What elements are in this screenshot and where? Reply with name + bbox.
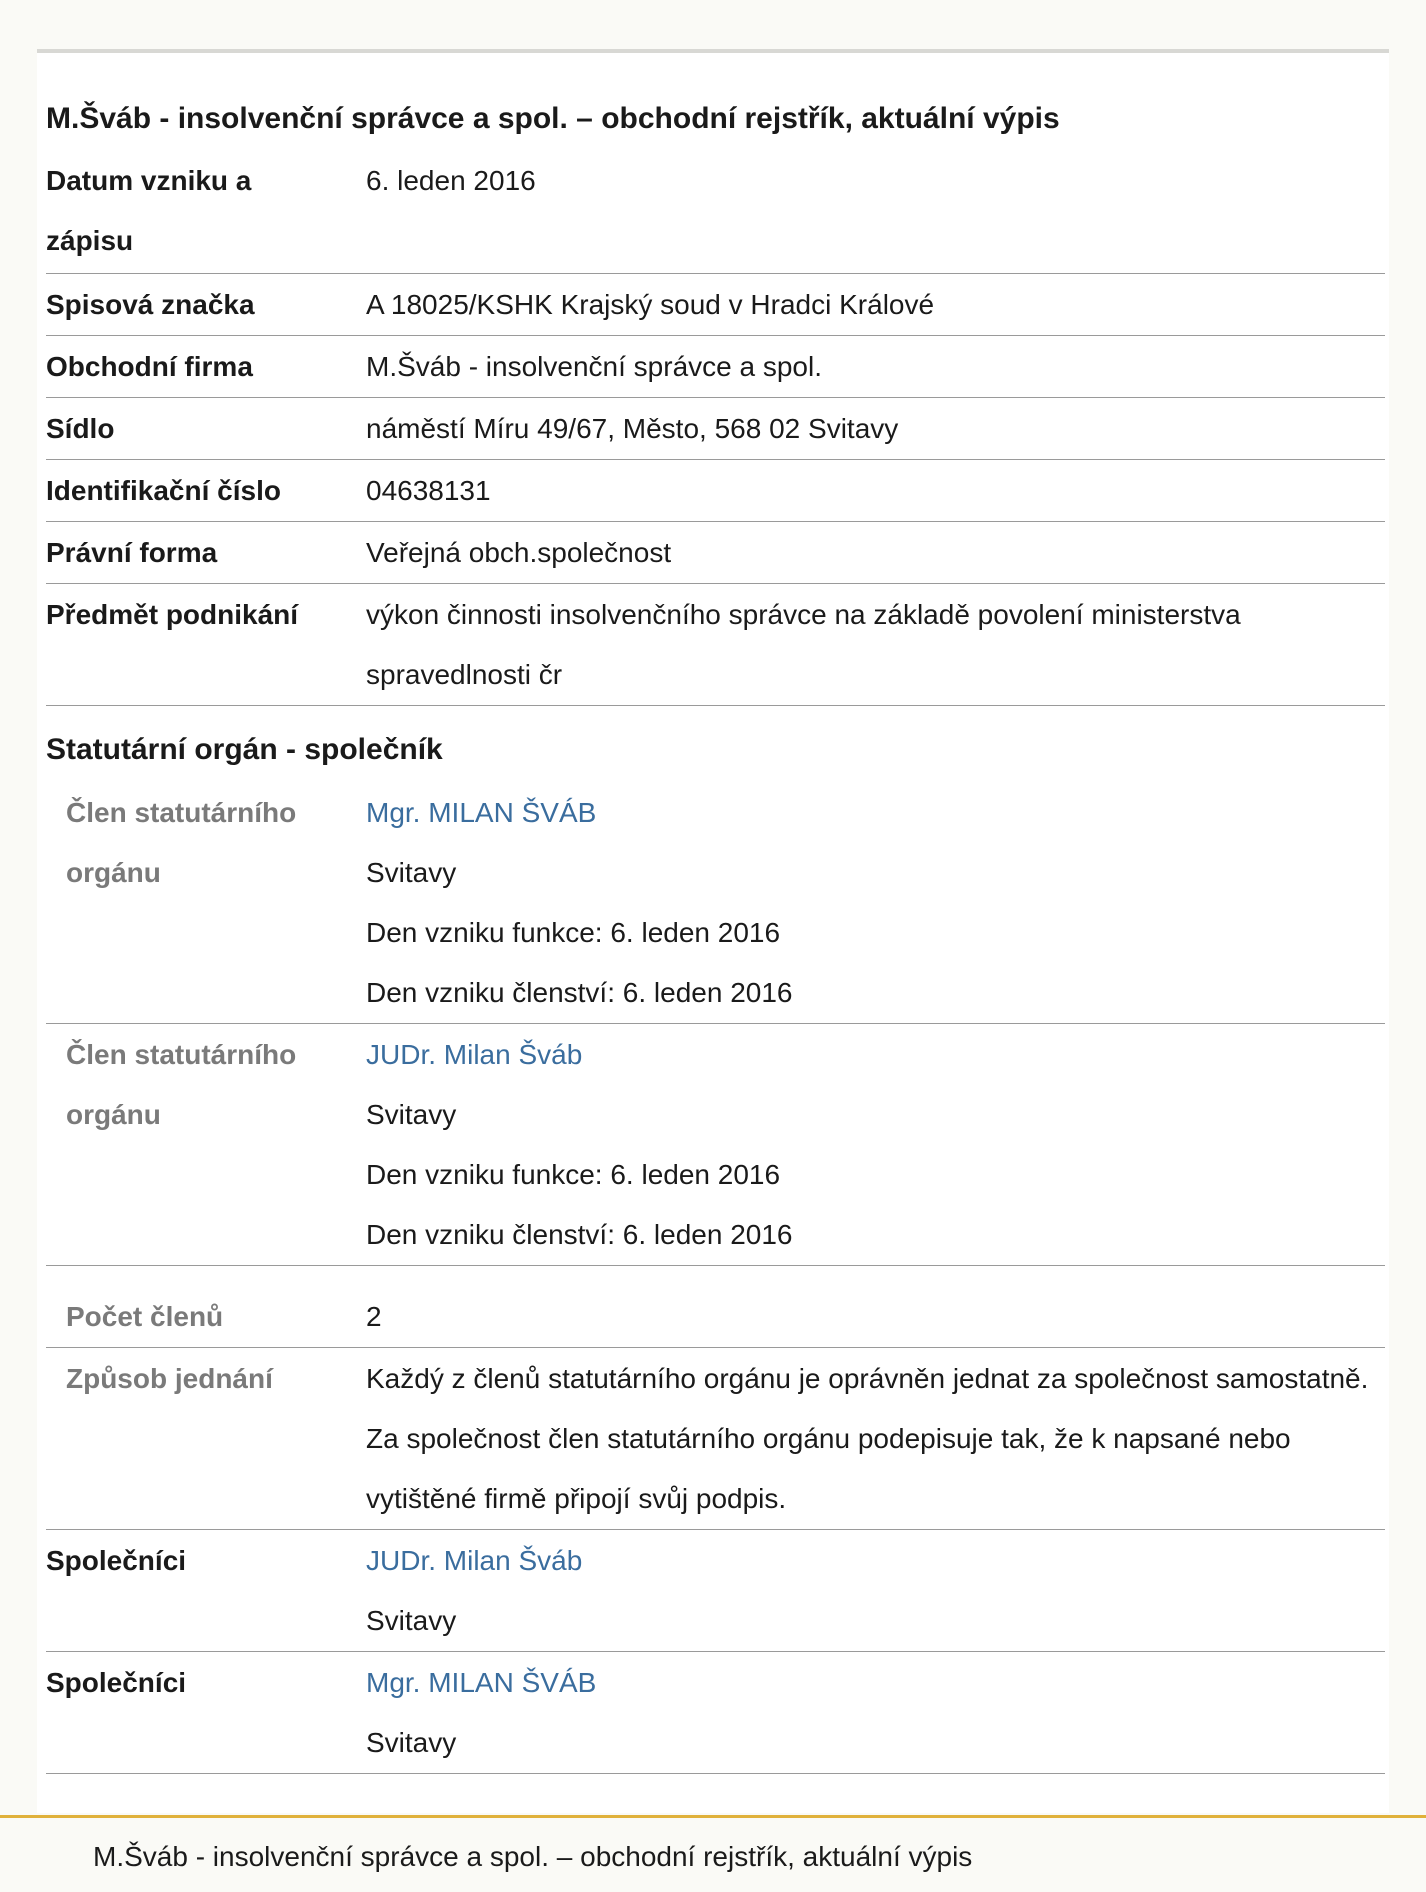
identifikacni-cislo-label: Identifikační číslo: [46, 475, 281, 506]
row-predmet-podnikani: [46, 585, 1385, 706]
member-clenstvi: Den vzniku členství: 6. leden 2016: [366, 977, 793, 1008]
datum-vzniku-label: Datum vzniku a zápisu: [46, 165, 252, 256]
spolecnik-name-link[interactable]: JUDr. Milan Šváb: [366, 1545, 583, 1576]
member-funkce: Den vzniku funkce: 6. leden 2016: [366, 1159, 781, 1190]
zpusob-jednani-label: Způsob jednání: [66, 1363, 273, 1394]
spolecnici-label: Společníci: [46, 1667, 187, 1698]
identifikacni-cislo-value: [366, 461, 1376, 521]
row-spolecnici: [46, 1531, 1385, 1652]
sidlo-label: Sídlo: [46, 413, 115, 444]
clen-label: Člen statutárního orgánu: [66, 1039, 297, 1130]
row-obchodni-firma: [46, 337, 1385, 398]
spolecnici-label: Společníci: [46, 1545, 187, 1576]
datum-vzniku-value: [366, 151, 1376, 211]
member-name-link[interactable]: JUDr. Milan Šváb: [366, 1039, 583, 1070]
predmet-podnikani-label: Předmět podnikání: [46, 599, 299, 630]
footer-divider: [0, 1815, 1426, 1818]
zpusob-jednani-text: Každý z členů statutárního orgánu je oprávněn jednat za společnost samostatně. Za společnost člen statutárního orgánu podepisuje tak, že k napsané nebo vytištěné firmě připojí svůj podpis.: [366, 1363, 1369, 1514]
member-funkce: Den vzniku funkce: 6. leden 2016: [366, 917, 781, 948]
row-clen-statutarniho-organu: [46, 1025, 1385, 1266]
clen-label: Člen statutárního orgánu: [66, 797, 297, 888]
sidlo-text: náměstí Míru 49/67, Město, 568 02 Svitavy: [366, 413, 899, 444]
pocet-clenu-label: Počet členů: [66, 1301, 224, 1332]
row-datum-vzniku: [46, 151, 1385, 274]
row-spolecnici: [46, 1653, 1385, 1774]
spisova-znacka-text: A 18025/KSHK Krajský soud v Hradci Králové: [366, 289, 935, 320]
row-sidlo: [46, 399, 1385, 460]
predmet-podnikani-text: výkon činnosti insolvenčního správce na základě povolení ministerstva spravedlnosti čr: [366, 599, 1241, 690]
page-title: M.Šváb - insolvenční správce a spol. – obchodní rejstřík, aktuální výpis: [46, 102, 1060, 135]
member-name-link[interactable]: Mgr. MILAN ŠVÁB: [366, 797, 597, 828]
clen-value: [366, 783, 1376, 1023]
spolecnici-value: [366, 1531, 1376, 1651]
spolecnik-name-link[interactable]: Mgr. MILAN ŠVÁB: [366, 1667, 597, 1698]
row-pravni-forma: [46, 523, 1385, 584]
pocet-clenu-value: [366, 1287, 1376, 1347]
pravni-forma-label: Právní forma: [46, 537, 218, 568]
member-place: Svitavy: [366, 857, 457, 888]
predmet-podnikani-value: [366, 585, 1376, 705]
member-place: Svitavy: [366, 1099, 457, 1130]
spisova-znacka-label: Spisová značka: [46, 289, 255, 320]
row-identifikacni-cislo: [46, 461, 1385, 522]
row-spisova-znacka: [46, 275, 1385, 336]
pravni-forma-text: Veřejná obch.společnost: [366, 537, 672, 568]
spisova-znacka-value: [366, 275, 1376, 335]
zpusob-jednani-value: [366, 1349, 1376, 1529]
pravni-forma-value: [366, 523, 1376, 583]
pocet-clenu-text: 2: [366, 1301, 382, 1332]
datum-vzniku-text: 6. leden 2016: [366, 165, 536, 196]
section-heading-statutarni-organ: Statutární orgán - společník: [46, 733, 443, 766]
identifikacni-cislo-text: 04638131: [366, 475, 491, 506]
row-zpusob-jednani: [46, 1349, 1385, 1530]
row-pocet-clenu: [46, 1287, 1385, 1348]
obchodni-firma-value: [366, 337, 1376, 397]
clen-value: [366, 1025, 1376, 1265]
obchodni-firma-label: Obchodní firma: [46, 351, 253, 382]
footer-title: M.Šváb - insolvenční správce a spol. – obchodní rejstřík, aktuální výpis: [93, 1841, 973, 1872]
sidlo-value: [366, 399, 1376, 459]
spolecnik-place: Svitavy: [366, 1605, 457, 1636]
spolecnici-value: [366, 1653, 1376, 1773]
row-clen-statutarniho-organu: [46, 783, 1385, 1024]
obchodni-firma-text: M.Šváb - insolvenční správce a spol.: [366, 351, 822, 382]
spolecnik-place: Svitavy: [366, 1727, 457, 1758]
member-clenstvi: Den vzniku členství: 6. leden 2016: [366, 1219, 793, 1250]
